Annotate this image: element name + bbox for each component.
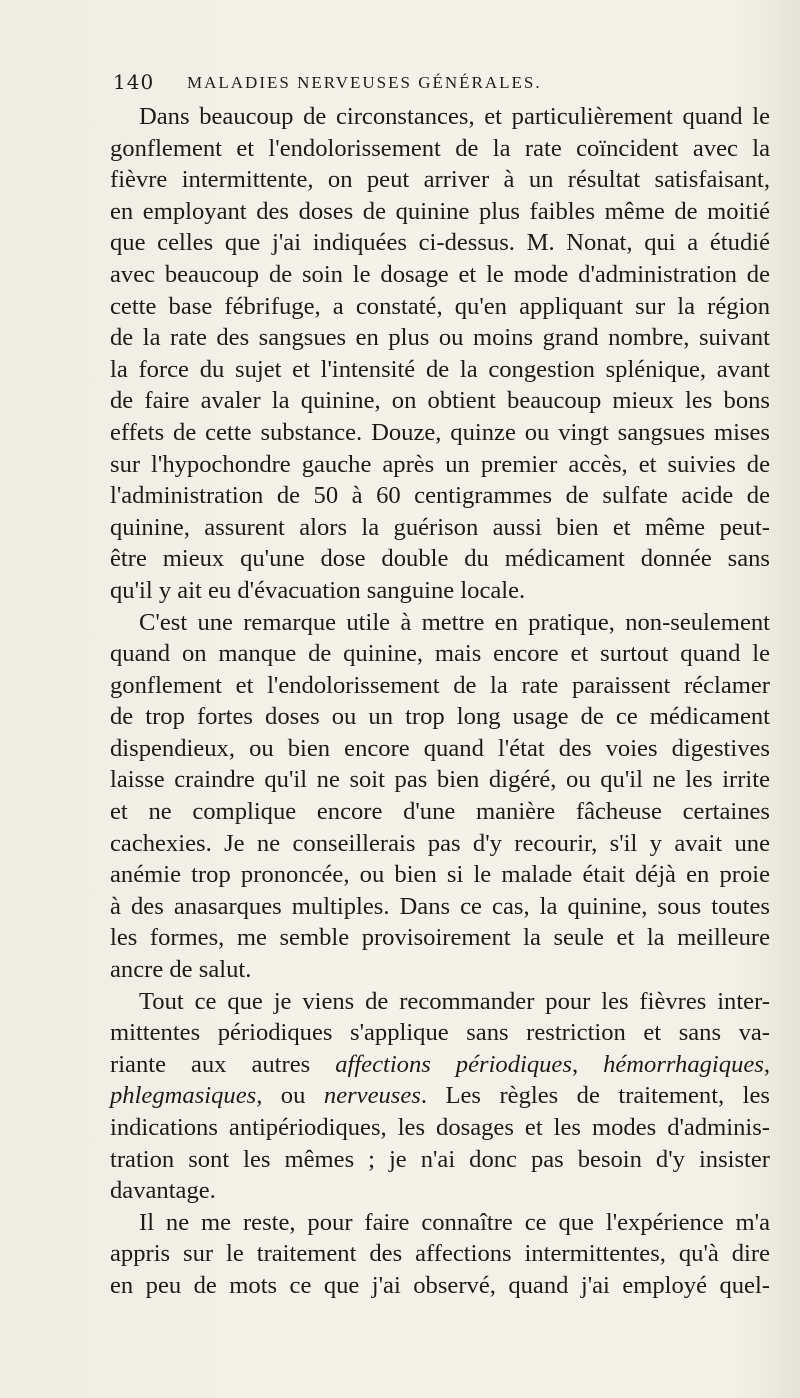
text-line: Il ne me reste, pour faire connaître ce que l'expérience m'a bbox=[139, 1208, 770, 1236]
page-header bbox=[113, 70, 773, 96]
text-line: dispendieux, ou bien encore quand l'état des voies digestives bbox=[110, 734, 770, 762]
text-line: Tout ce que je viens de recommander pour les fièvres inter- bbox=[139, 987, 770, 1015]
text-run: . Les règles de traitement, les bbox=[420, 1082, 771, 1110]
text-line: tration sont les mêmes ; je n'ai donc pas besoin d'y insister bbox=[110, 1145, 770, 1173]
text-line: C'est une remarque utile à mettre en pratique, non-seulement bbox=[139, 608, 770, 636]
body-text bbox=[110, 101, 770, 1302]
text-line: mittentes périodiques s'applique sans restriction et sans va- bbox=[110, 1019, 770, 1047]
text-line: Dans beaucoup de circonstances, et particulièrement quand le bbox=[139, 103, 770, 130]
running-head: MALADIES NERVEUSES GÉNÉRALES. bbox=[187, 73, 542, 92]
text-line: avec beaucoup de soin le dosage et le mode d'administration de bbox=[110, 260, 770, 288]
text-line bbox=[110, 1049, 770, 1081]
text-line: la force du sujet et l'intensité de la congestion splénique, avant bbox=[110, 355, 770, 383]
text-line: indications antipériodiques, les dosages et les modes d'adminis- bbox=[110, 1114, 770, 1141]
text-line: de faire avaler la quinine, on obtient beaucoup mieux les bons bbox=[110, 387, 770, 415]
text-line: de trop fortes doses ou un trop long usage de ce médicament bbox=[110, 703, 770, 731]
text-line: anémie trop prononcée, ou bien si le malade était déjà en proie bbox=[110, 861, 770, 889]
text-line: en peu de mots ce que j'ai observé, quand j'ai employé quel- bbox=[110, 1271, 770, 1299]
paragraph-1 bbox=[110, 101, 770, 607]
paragraph-2 bbox=[110, 607, 770, 986]
text-line: cette base fébrifuge, a constaté, qu'en appliquant sur la région bbox=[110, 292, 770, 320]
paragraph-4 bbox=[110, 1207, 770, 1302]
text-line: être mieux qu'une dose double du médicament donnée sans bbox=[110, 545, 770, 573]
text-run: riante aux autres bbox=[110, 1050, 336, 1078]
text-line: de la rate des sangsues en plus ou moins grand nombre, suivant bbox=[110, 324, 770, 352]
text-line: fièvre intermittente, on peut arriver à un résultat satisfaisant, bbox=[110, 166, 770, 194]
text-line: sur l'hypochondre gauche après un premier accès, et suivies de bbox=[110, 450, 770, 478]
text-line: que celles que j'ai indiquées ci-dessus. M. Nonat, qui a étudié bbox=[110, 229, 770, 257]
text-run: , ou bbox=[256, 1082, 324, 1110]
text-line: quinine, assurent alors la guérison aussi bien et même peut- bbox=[110, 513, 770, 541]
page-number: 140 bbox=[113, 70, 155, 94]
italic-term: nerveuses bbox=[323, 1082, 421, 1110]
text-line: quand on manque de quinine, mais encore et surtout quand le bbox=[110, 640, 770, 668]
text-line: ancre de salut. bbox=[110, 956, 252, 984]
text-line: davantage. bbox=[110, 1177, 216, 1205]
text-run: , bbox=[571, 1050, 604, 1078]
text-line: les formes, me semble provisoirement la seule et la meilleure bbox=[110, 924, 770, 952]
text-line: qu'il y ait eu d'évacuation sanguine locale. bbox=[110, 576, 526, 604]
text-line: à des anasarques multiples. Dans ce cas, la quinine, sous toutes bbox=[110, 892, 770, 920]
text-line: et ne complique encore d'une manière fâcheuse certaines bbox=[110, 798, 770, 826]
text-line: laisse craindre qu'il ne soit pas bien digéré, ou qu'il ne les irrite bbox=[110, 766, 770, 794]
text-line: l'administration de 50 à 60 centigrammes de sulfate acide de bbox=[110, 482, 770, 510]
text-line: gonflement et l'endolorissement de la rate coïncident avec la bbox=[110, 134, 770, 162]
text-line: cachexies. Je ne conseillerais pas d'y recourir, s'il y avait une bbox=[110, 829, 770, 857]
text-line: en employant des doses de quinine plus faibles même de moitié bbox=[110, 197, 770, 225]
italic-term: phlegmasiques bbox=[110, 1082, 257, 1110]
italic-term: hémorrhagiques bbox=[603, 1050, 764, 1078]
text-line bbox=[110, 1080, 770, 1112]
text-line: appris sur le traitement des affections intermittentes, qu'à dire bbox=[110, 1240, 770, 1268]
text-run: , bbox=[763, 1050, 771, 1078]
paragraph-3 bbox=[110, 986, 770, 1207]
italic-term: affections périodiques bbox=[335, 1050, 572, 1078]
text-line: gonflement et l'endolorissement de la rate paraissent réclamer bbox=[110, 671, 770, 699]
text-line: effets de cette substance. Douze, quinze ou vingt sangsues mises bbox=[110, 418, 770, 446]
